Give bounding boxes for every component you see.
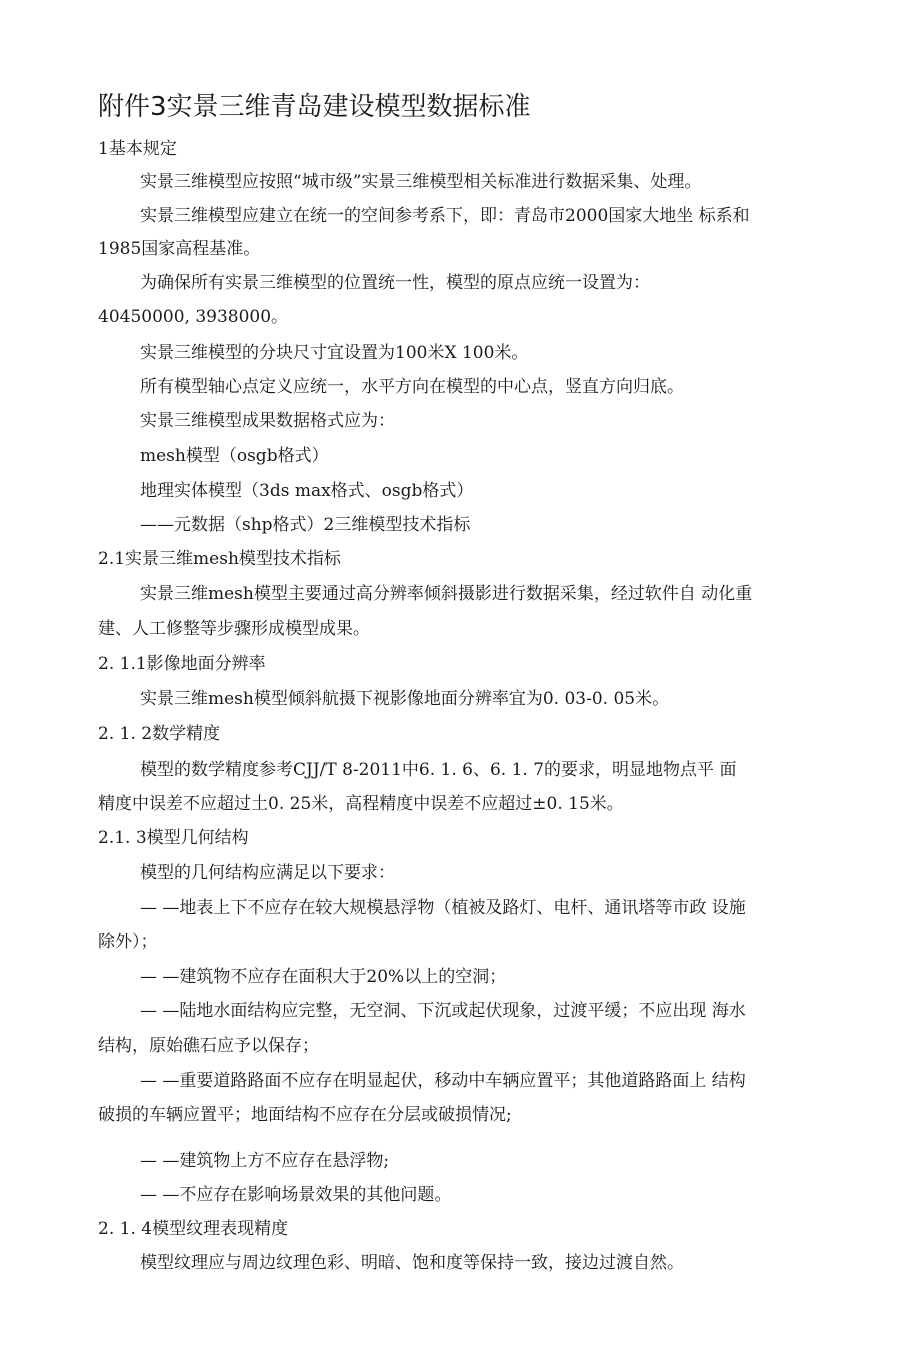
paragraph-line: 40450000, 3938000。	[98, 307, 289, 327]
paragraph-line: 1985国家高程基准。	[98, 239, 261, 259]
section-heading-2-1-2: 2. 1. 2数学精度	[98, 724, 221, 744]
paragraph-line: 所有模型轴心点定义应统一，水平方向在模型的中心点，竖直方向归底。	[140, 377, 684, 397]
paragraph-line: 模型纹理应与周边纹理色彩、明暗、饱和度等保持一致，接边过渡自然。	[140, 1253, 684, 1273]
section-heading-2-1-1: 2. 1.1影像地面分辨率	[98, 654, 266, 674]
paragraph-line: 除外）；	[98, 932, 158, 952]
list-item-line: — —地表上下不应存在较大规模悬浮物（植被及路灯、电杆、通讯塔等市政 设施	[140, 898, 746, 918]
paragraph-line: 结构，原始礁石应予以保存；	[98, 1036, 319, 1056]
document-title: 附件3实景三维青岛建设模型数据标准	[98, 92, 531, 122]
paragraph-line: 建、人工修整等步骤形成模型成果。	[98, 619, 370, 639]
section-heading-2-1-3: 2.1. 3模型几何结构	[98, 828, 249, 848]
section-heading-2-1-4: 2. 1. 4模型纹理表现精度	[98, 1219, 289, 1239]
paragraph-line: 模型的几何结构应满足以下要求：	[140, 863, 395, 883]
paragraph-line: 为确保所有实景三维模型的位置统一性，模型的原点应统一设置为：	[140, 273, 650, 293]
paragraph-line: 实景三维mesh模型主要通过高分辨率倾斜摄影进行数据采集，经过软件自 动化重	[140, 584, 753, 604]
list-item-line: — —陆地水面结构应完整，无空洞、下沉或起伏现象，过渡平缓；不应出现 海水	[140, 1001, 746, 1021]
list-item-line: — —建筑物不应存在面积大于20%以上的空洞；	[140, 967, 507, 987]
paragraph-line: 实景三维模型的分块尺寸宜设置为100米X 100米。	[140, 343, 529, 363]
paragraph-line: ——元数据（shp格式）2三维模型技术指标	[140, 515, 471, 535]
paragraph-line: 模型的数学精度参考CJJ/T 8-2011中6. 1. 6、6. 1. 7的要求，明显地物点平 面	[140, 760, 737, 780]
list-item-line: — —不应存在影响场景效果的其他问题。	[140, 1185, 452, 1205]
paragraph-line: 破损的车辆应置平；地面结构不应存在分层或破损情况;	[98, 1105, 512, 1125]
paragraph-line: 实景三维mesh模型倾斜航摄下视影像地面分辨率宜为0. 03-0. 05米。	[140, 689, 670, 709]
paragraph-line: mesh模型（osgb格式）	[140, 446, 329, 466]
paragraph-line: 实景三维模型应按照“城市级”实景三维模型相关标准进行数据采集、处理。	[140, 172, 702, 192]
list-item-line: — —建筑物上方不应存在悬浮物;	[140, 1151, 390, 1171]
paragraph-line: 实景三维模型应建立在统一的空间参考系下，即：青岛市2000国家大地坐 标系和	[140, 206, 750, 226]
list-item-line: — —重要道路路面不应存在明显起伏，移动中车辆应置平；其他道路路面上 结构	[140, 1071, 746, 1091]
paragraph-line: 精度中误差不应超过土0. 25米，高程精度中误差不应超过±0. 15米。	[98, 794, 624, 814]
paragraph-line: 地理实体模型（3ds max格式、osgb格式）	[140, 481, 474, 501]
section-heading-1: 1基本规定	[98, 139, 177, 159]
section-heading-2-1: 2.1实景三维mesh模型技术指标	[98, 549, 341, 569]
paragraph-line: 实景三维模型成果数据格式应为：	[140, 411, 395, 431]
